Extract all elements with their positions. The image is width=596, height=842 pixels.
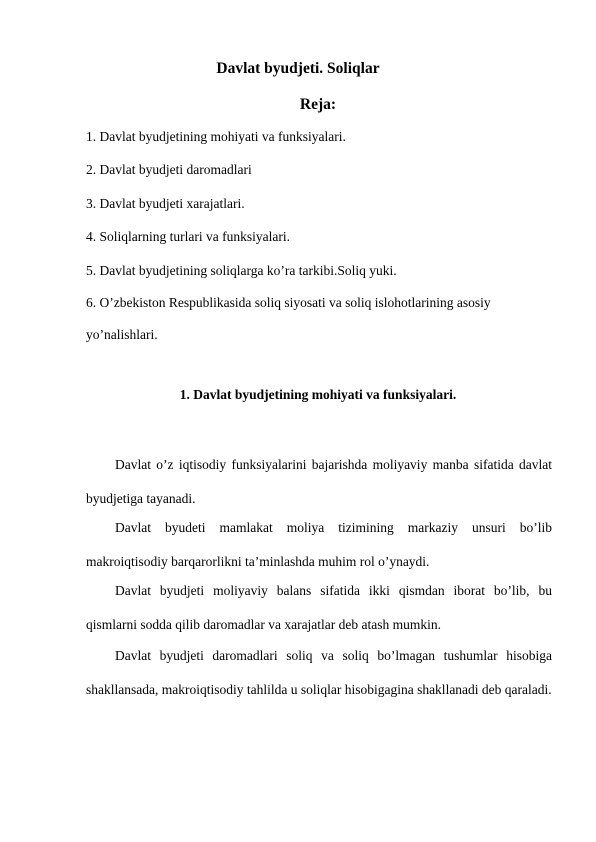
plan-item-6-continuation: yo’nalishlari. <box>86 327 158 342</box>
paragraph-2: Davlat byudeti mamlakat moliya tizimining markaziy unsuri bo’lib makroiqtisodiy barqarorlikni ta’minlashda muhim rol o’ynaydi. <box>86 520 552 569</box>
plan-item-2: 2. Davlat byudjeti daromadlari <box>86 162 252 177</box>
document-title: Davlat byudjeti. Soliqlar <box>216 60 380 77</box>
paragraph-1: Davlat o’z iqtisodiy funksiyalarini bajarishda moliyaviy manba sifatida davlat byudjetiga tayanadi. <box>86 457 552 506</box>
plan-item-1: 1. Davlat byudjetining mohiyati va funksiyalari. <box>86 129 346 144</box>
plan-item-6: 6. O’zbekiston Respublikasida soliq siyosati va soliq islohotlarining asosiy <box>86 295 491 310</box>
plan-item-4: 4. Soliqlarning turlari va funksiyalari. <box>86 229 290 244</box>
paragraph-4: Davlat byudjeti daromadlari soliq va soliq bo’lmagan tushumlar hisobiga shakllansada, makroiqtisodiy tahlilda u soliqlar hisobigagina shakllanadi deb qaraladi. <box>86 648 552 697</box>
plan-item-5: 5. Davlat byudjetining soliqlarga ko’ra tarkibi.Soliq yuki. <box>86 263 397 278</box>
paragraph-3: Davlat byudjeti moliyaviy balans sifatida ikki qismdan iborat bo’lib, bu qismlarni sodda qilib daromadlar va xarajatlar deb atash mumkin. <box>86 583 552 632</box>
plan-heading: Reja: <box>299 96 337 113</box>
plan-item-3: 3. Davlat byudjeti xarajatlari. <box>86 196 245 211</box>
section-heading: 1. Davlat byudjetining mohiyati va funksiyalari. <box>179 387 457 402</box>
